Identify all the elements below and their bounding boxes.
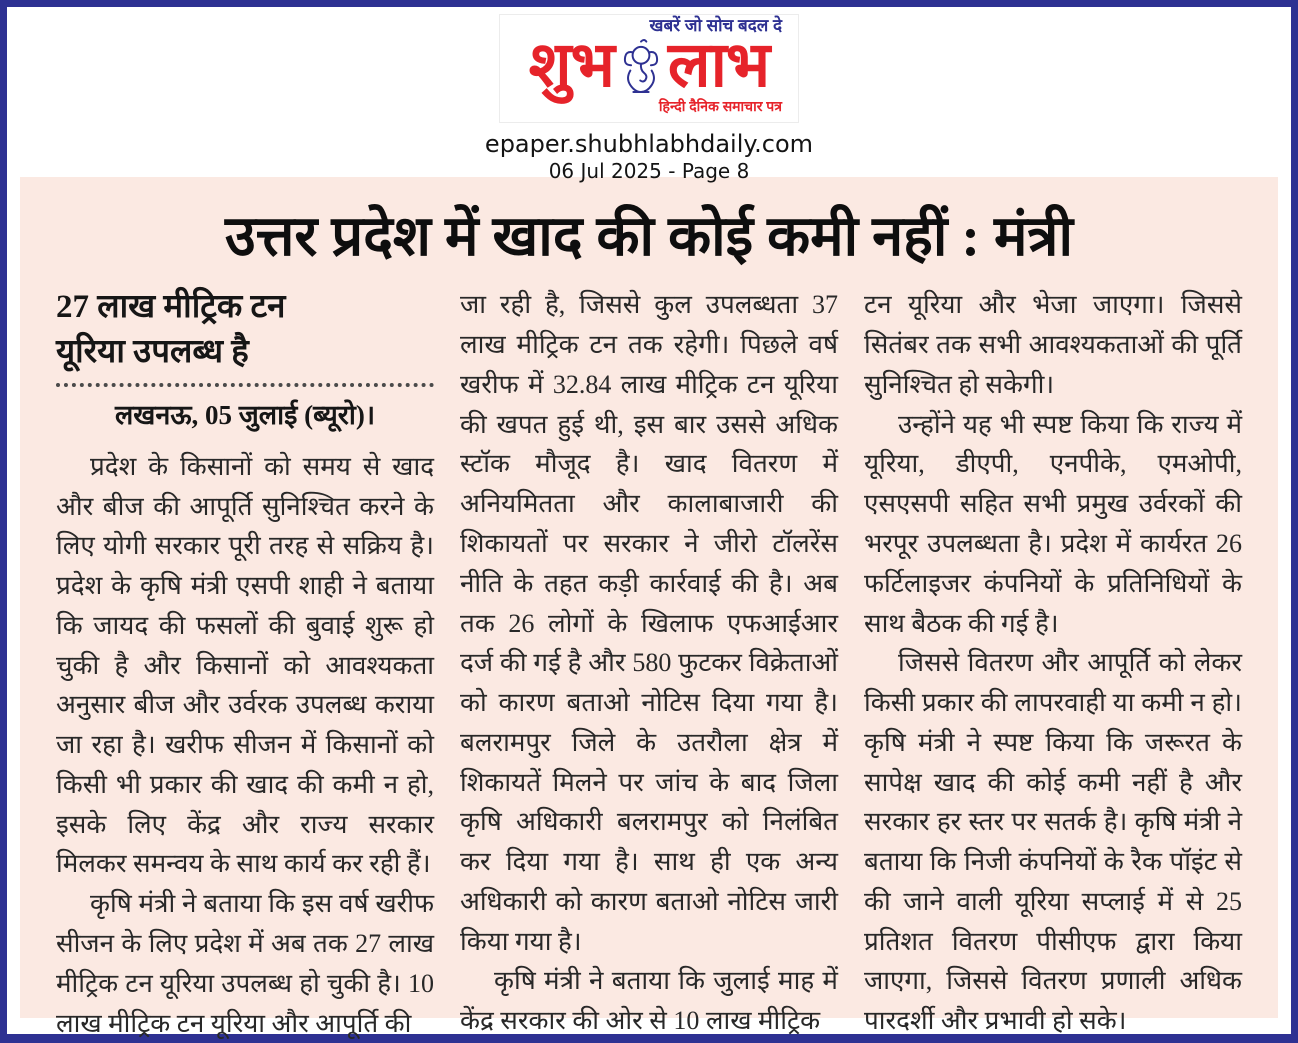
dateline: लखनऊ, 05 जुलाई (ब्यूरो)।: [114, 400, 376, 431]
article-block: [20, 177, 1278, 1038]
paragraph: जा रही है, जिससे कुल उपलब्धता 37 लाख मीट्रिक टन तक रहेगी। पिछले वर्ष खरीफ में 32.84 लाख मीट्रिक टन यूरिया की खपत हुई थी, इस बार उससे अधिक स्टॉक मौजूद है। खाद वितरण में अनियमितता और कालाबाजारी की शिकायतों पर सरकार ने जीरो टॉलरेंस नीति के तहत कड़ी कार्रवाई की है। अब तक 26 लोगों के खिलाफ एफआईआर दर्ज की गई है और 580 फुटकर विक्रेताओं को कारण बताओ नोटिस दिया गया है। बलरामपुर जिले के उतरौला क्षेत्र में शिकायतें मिलने पर जांच के बाद जिला कृषि अधिकारी बलरामपुर को निलंबित कर दिया गया है। साथ ही एक अन्य अधिकारी को कारण बताओ नोटिस जारी किया गया है।: [460, 290, 838, 956]
logo-word-shubh: शुभ: [528, 29, 614, 100]
paragraph: टन यूरिया और भेजा जाएगा। जिससे सितंबर तक सभी आवश्यकताओं की पूर्ति सुनिश्चित हो सकेगी।: [864, 290, 1242, 399]
logo-word-labh: लाभ: [667, 29, 770, 100]
ganesha-icon: [618, 37, 664, 95]
masthead: [7, 7, 1291, 183]
paragraph: जिससे वितरण और आपूर्ति को लेकर किसी प्रकार की लापरवाही या कमी न हो। कृषि मंत्री ने स्पष्ट किया कि जरूरत के सापेक्ष खाद की कोई कमी नहीं है और सरकार हर स्तर पर सतर्क है। कृषि मंत्री ने बताया कि निजी कंपनियों के रैक पॉइंट से की जाने वाली यूरिया सप्लाई में से 25 प्रतिशत वितरण पीसीएफ द्वारा किया जाएगा, जिससे वितरण प्रणाली अधिक पारदर्शी और प्रभावी हो सके।: [864, 648, 1242, 1036]
logo-tagline: खबरें जो सोच बदल दे: [649, 16, 782, 35]
article-headline: उत्तर प्रदेश में खाद की कोई कमी नहीं : मंत्री: [225, 206, 1073, 268]
dotted-divider: [56, 383, 434, 387]
newspaper-logo: [499, 14, 799, 123]
column-3: [864, 285, 1242, 1043]
logo-subtitle: हिन्दी दैनिक समाचार पत्र: [658, 97, 782, 114]
paragraph: प्रदेश के किसानों को समय से खाद और बीज की आपूर्ति सुनिश्चित करने के लिए योगी सरकार पूरी तरह से सक्रिय है। प्रदेश के कृषि मंत्री एसपी शाही ने बताया कि जायद की फसलों की बुवाई शुरू हो चुकी है और किसानों को आवश्यकता अनुसार बीज और उर्वरक उपलब्ध कराया जा रहा है। खरीफ सीजन में किसानों को किसी भी प्रकार की खाद की कमी न हो, इसके लिए केंद्र और राज्य सरकार मिलकर समन्वय के साथ कार्य कर रही हैं।: [56, 451, 434, 879]
date-and-page: 06 Jul 2025 - Page 8: [548, 158, 750, 183]
sub-headline: [56, 285, 434, 374]
paragraph: कृषि मंत्री ने बताया कि जुलाई माह में केंद्र सरकार की ओर से 10 लाख मीट्रिक: [460, 966, 838, 1036]
sub-headline-line1: 27 लाख मीट्रिक टन: [56, 289, 286, 326]
paragraph: कृषि मंत्री ने बताया कि इस वर्ष खरीफ सीजन के लिए प्रदेश में अब तक 27 लाख मीट्रिक टन यूरिया उपलब्ध हो चुकी है। 10 लाख मीट्रिक टन यूरिया और आपूर्ति की: [56, 889, 434, 1038]
epaper-url: epaper.shubhlabhdaily.com: [484, 129, 814, 158]
column-1: [56, 285, 434, 1043]
paragraph: उन्होंने यह भी स्पष्ट किया कि राज्य में यूरिया, डीएपी, एनपीके, एमओपी, एसएसपी सहित सभी प्रमुख उर्वरकों की भरपूर उपलब्धता है। प्रदेश में कार्यरत 26 फर्टिलाइजर कंपनियों के प्रतिनिधियों के साथ बैठक की गई है।: [864, 409, 1242, 638]
sub-headline-line2: यूरिया उपलब्ध है: [56, 333, 249, 370]
logo-title-row: [516, 29, 782, 100]
column-2: [460, 285, 838, 1043]
article-columns: [56, 285, 1242, 1043]
